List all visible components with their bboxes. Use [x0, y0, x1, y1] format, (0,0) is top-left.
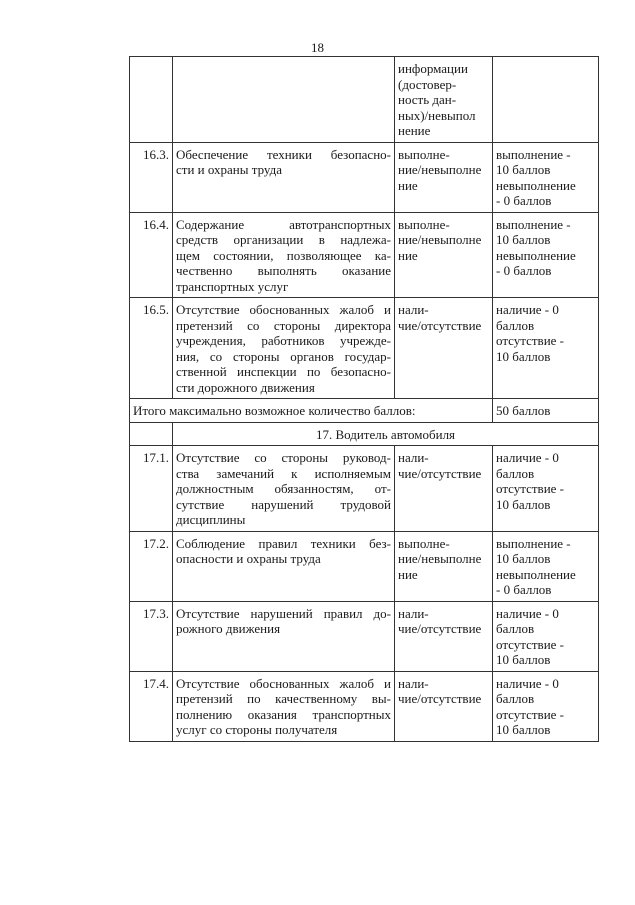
- evaluation-criterion-line: чие/отсутствие: [398, 317, 482, 333]
- evaluation-criterion-line: информации: [398, 61, 468, 76]
- evaluation-criterion-line: ние: [398, 177, 418, 193]
- score-value-line: баллов: [496, 317, 535, 333]
- score-value-line: 10 баллов: [496, 348, 551, 364]
- criterion-description-line: щем состоянии, позволяющее ка-: [176, 247, 391, 263]
- criterion-description: [173, 601, 395, 671]
- criterion-description-line: претензий по качественному вы-: [176, 691, 391, 706]
- criterion-description-line: транспортных услуг: [176, 278, 289, 294]
- criterion-description-line: услуг со стороны получателя: [176, 722, 338, 737]
- score-value: [493, 446, 599, 532]
- score-value-line: - 0 баллов: [496, 263, 552, 278]
- criterion-description-line: Отсутствие нарушений правил до-: [176, 605, 391, 621]
- criterion-description: [173, 298, 395, 399]
- criterion-description-line: чественно выполнять оказание: [176, 263, 391, 278]
- table-row: [130, 446, 599, 532]
- table-body-total: [130, 399, 599, 446]
- evaluation-criterion-line: нение: [398, 123, 431, 138]
- score-value-line: выполнение -: [496, 216, 571, 232]
- evaluation-criterion-line: ние: [398, 566, 418, 582]
- evaluation-criterion: [395, 446, 493, 532]
- table-row: [130, 601, 599, 671]
- criterion-description-line: Отсутствие со стороны руковод-: [176, 450, 391, 465]
- row-number: 16.4.: [130, 212, 173, 298]
- criterion-description: [173, 142, 395, 212]
- row-number: 16.5.: [130, 298, 173, 399]
- evaluation-criterion-line: нали-: [398, 450, 429, 465]
- criterion-description-line: сутствие нарушений трудовой: [176, 496, 391, 512]
- score-value: [493, 142, 599, 212]
- row-number: 17.1.: [130, 446, 173, 532]
- criterion-description-line: ства замечаний к исполняемым: [176, 465, 391, 481]
- criterion-description-line: Соблюдение правил техники без-: [176, 535, 391, 551]
- criterion-description-line: ственной инспекции по безопасно-: [176, 364, 391, 379]
- criteria-table: [129, 56, 599, 742]
- row-number: 17.4.: [130, 671, 173, 741]
- score-value-line: отсутствие -: [496, 333, 565, 348]
- score-value-line: 10 баллов: [496, 162, 551, 177]
- table-row: [130, 298, 599, 399]
- evaluation-criterion-line: выполне-: [398, 535, 450, 551]
- total-row: [130, 399, 599, 423]
- score-value: [493, 212, 599, 298]
- score-value-line: выполнение -: [496, 146, 571, 162]
- criterion-description-line: ния, со стороны органов государ-: [176, 348, 391, 364]
- evaluation-criterion: [395, 142, 493, 212]
- criterion-description-line: должностным обязанностям, от-: [176, 481, 391, 496]
- score-value-line: - 0 баллов: [496, 193, 552, 208]
- criterion-description-line: Обеспечение техники безопасно-: [176, 146, 391, 162]
- score-value: [493, 57, 599, 143]
- score-value-line: отсутствие -: [496, 706, 565, 722]
- criterion-description-line: опасности и охраны труда: [176, 551, 321, 566]
- score-value-line: отсутствие -: [496, 481, 565, 496]
- evaluation-criterion-line: чие/отсутствие: [398, 621, 482, 636]
- evaluation-criterion-line: ность дан-: [398, 92, 457, 107]
- score-value-line: 10 баллов: [496, 722, 551, 737]
- criterion-description: [173, 531, 395, 601]
- section-title: 17. Водитель автомобиля: [173, 422, 599, 446]
- score-value-line: невыполнение: [496, 247, 576, 263]
- criterion-description-line: средств организации в надлежа-: [176, 232, 391, 247]
- evaluation-criterion-line: выполне-: [398, 216, 450, 232]
- score-value-line: 10 баллов: [496, 652, 551, 667]
- score-value-line: наличие - 0: [496, 675, 559, 691]
- criterion-description-line: дисциплины: [176, 512, 246, 527]
- table-row: [130, 57, 599, 143]
- evaluation-criterion-line: нали-: [398, 675, 429, 691]
- evaluation-criterion: [395, 601, 493, 671]
- criterion-description-line: полнению оказания транспортных: [176, 706, 391, 722]
- score-value-line: невыполнение: [496, 177, 576, 193]
- evaluation-criterion: [395, 671, 493, 741]
- row-number: 17.2.: [130, 531, 173, 601]
- evaluation-criterion-line: нали-: [398, 605, 429, 621]
- score-value-line: 10 баллов: [496, 496, 551, 512]
- criterion-description-line: сти дорожного движения: [176, 379, 315, 395]
- evaluation-criterion-line: чие/отсутствие: [398, 691, 482, 706]
- criterion-description: [173, 57, 395, 143]
- row-number: 16.3.: [130, 142, 173, 212]
- evaluation-criterion: [395, 212, 493, 298]
- criterion-description-line: Содержание автотранспортных: [176, 216, 391, 232]
- score-value: [493, 671, 599, 741]
- table-row: [130, 212, 599, 298]
- score-value-line: 10 баллов: [496, 232, 551, 247]
- score-value-line: невыполнение: [496, 566, 576, 582]
- table-row: [130, 531, 599, 601]
- criterion-description-line: Отсутствие обоснованных жалоб и: [176, 675, 391, 691]
- score-value-line: баллов: [496, 621, 535, 636]
- row-number: [130, 57, 173, 143]
- evaluation-criterion-line: (достовер-: [398, 76, 457, 92]
- evaluation-criterion: [395, 298, 493, 399]
- table-body-section-17: [130, 446, 599, 742]
- criterion-description-line: Отсутствие обоснованных жалоб и: [176, 302, 391, 317]
- row-number: 17.3.: [130, 601, 173, 671]
- evaluation-criterion-line: ние: [398, 247, 418, 263]
- evaluation-criterion-line: нали-: [398, 302, 429, 317]
- total-label: Итого максимально возможное количество баллов:: [130, 399, 493, 423]
- table-body-section-16: [130, 57, 599, 399]
- score-value-line: - 0 баллов: [496, 582, 552, 597]
- score-value-line: отсутствие -: [496, 636, 565, 652]
- page-number: 18: [311, 40, 324, 55]
- criterion-description: [173, 446, 395, 532]
- criterion-description: [173, 671, 395, 741]
- evaluation-criterion: [395, 57, 493, 143]
- section-header-row: [130, 422, 599, 446]
- score-value-line: наличие - 0: [496, 605, 559, 621]
- evaluation-criterion-line: ных)/невыпол: [398, 107, 476, 123]
- score-value: [493, 601, 599, 671]
- evaluation-criterion-line: ние/невыполне: [398, 551, 482, 566]
- table-row: [130, 671, 599, 741]
- score-value-line: 10 баллов: [496, 551, 551, 566]
- criterion-description-line: рожного движения: [176, 621, 281, 636]
- table-row: [130, 142, 599, 212]
- score-value: [493, 298, 599, 399]
- evaluation-criterion-line: ние/невыполне: [398, 232, 482, 247]
- score-value-line: наличие - 0: [496, 302, 559, 317]
- score-value-line: баллов: [496, 691, 535, 706]
- score-value: [493, 531, 599, 601]
- criterion-description-line: сти и охраны труда: [176, 162, 282, 177]
- criterion-description-line: претензий со стороны директора: [176, 317, 391, 333]
- score-value-line: выполнение -: [496, 535, 571, 551]
- score-value-line: баллов: [496, 465, 535, 481]
- criterion-description: [173, 212, 395, 298]
- evaluation-criterion-line: выполне-: [398, 146, 450, 162]
- total-value: 50 баллов: [493, 399, 599, 423]
- section-header-num-cell: [130, 422, 173, 446]
- evaluation-criterion: [395, 531, 493, 601]
- criterion-description-line: учреждения, работников учрежде-: [176, 333, 391, 348]
- evaluation-criterion-line: ние/невыполне: [398, 162, 482, 177]
- evaluation-criterion-line: чие/отсутствие: [398, 465, 482, 481]
- score-value-line: наличие - 0: [496, 450, 559, 465]
